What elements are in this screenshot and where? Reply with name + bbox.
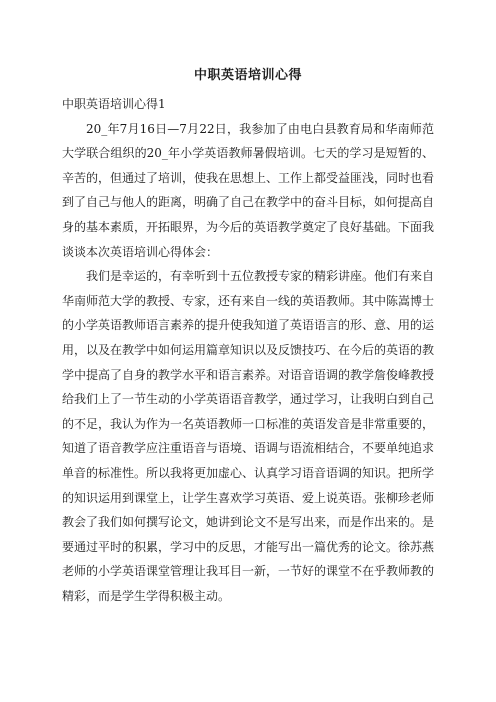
- paragraph-2: 我们是幸运的，有幸听到十五位教授专家的精彩讲座。他们有来自华南师范大学的教授、专家，还有来自一线的英语教师。其中陈嵩博士的小学英语教师语言素养的提升使我知道了英语语言的形、意、用的运用，以及在教学中如何运用篇章知识以及反馈技巧、在今后的英语的教学中提高了自身的教学水平和语言素养。对语音语调的教学詹俊峰教授给我们上了一节生动的小学英语语音教学，通过学习，让我明白到自己的不足，我认为作为一名英语教师一口标准的英语发音是非常重要的，知道了语音教学应注重语音与语境、语调与语流相结合，不要单纯追求单音的标准性。所以我将更加虚心、认真学习语音语调的知识。把所学的知识运用到课堂上，让学生喜欢学习英语、爱上说英语。张柳珍老师教会了我们如何撰写论文，她讲到论文不是写出来，而是作出来的。是要通过平时的积累，学习中的反思，才能写出一篇优秀的论文。徐苏燕老师的小学英语课堂管理让我耳目一新，一节好的课堂不在乎教师教的精彩，而是学生学得积极主动。: [62, 269, 435, 603]
- document-body: [62, 92, 434, 608]
- section-heading: 中职英语培训心得1: [62, 97, 166, 111]
- document-title: 中职英语培训心得: [193, 68, 302, 83]
- paragraph-1: 20_年7月16日—7月22日，我参加了由电白县教育局和华南师范大学联合组织的20_年小学英语教师暑假培训。七天的学习是短暂的、辛苦的，但通过了培训，使我在思想上、工作上都受益匪浅，同时也看到了自己与他人的距离，明确了自己在教学中的奋斗目标，如何提高自身的基本素质，开拓眼界，为今后的英语教学奠定了良好基础。下面我谈谈本次英语培训心得体会：: [62, 121, 435, 259]
